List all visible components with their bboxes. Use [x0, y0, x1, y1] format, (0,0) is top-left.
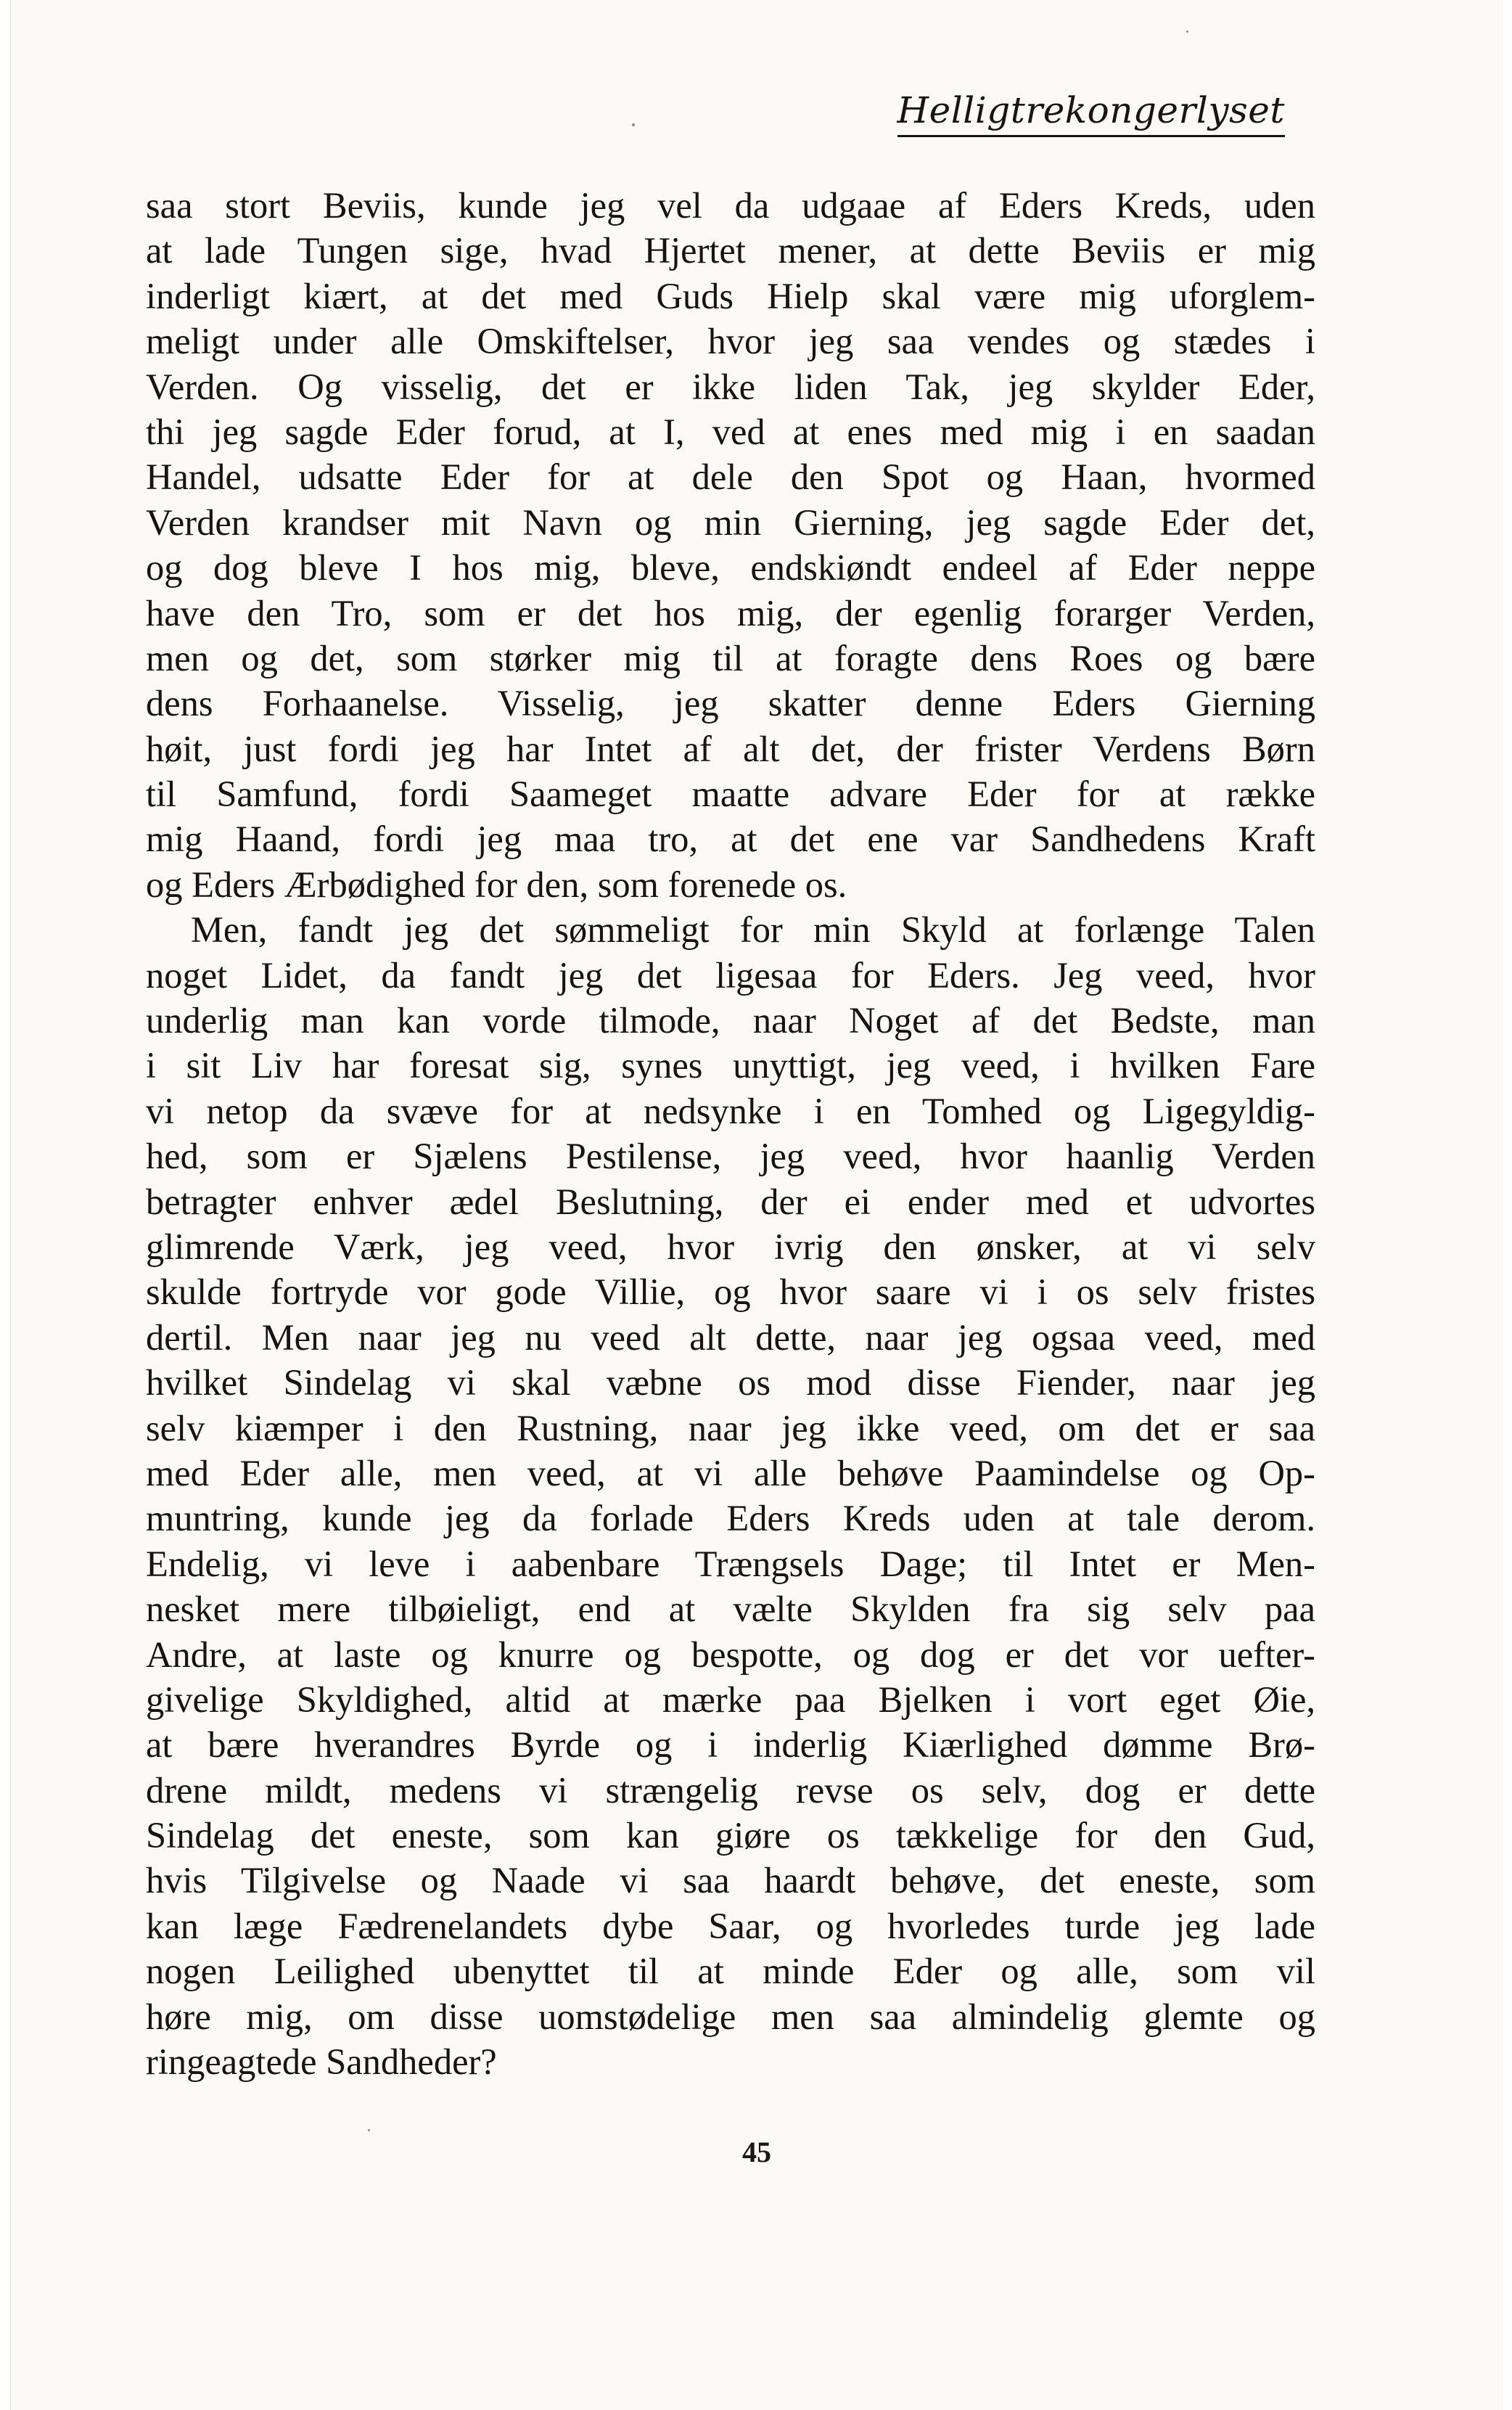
running-head-title: Helligtrekongerlyset: [897, 91, 1285, 137]
text-line: thi jeg sagde Eder forud, at I, ved at enes med mig i en saadan: [146, 411, 1315, 452]
text-line: Verden krandser mit Navn og min Gierning, jeg sagde Eder det,: [146, 501, 1315, 543]
text-line: ringeagtede Sandheder?: [146, 2041, 497, 2083]
paragraph: [146, 183, 1315, 907]
text-line: hvis Tilgivelse og Naade vi saa haardt behøve, det eneste, som: [146, 1860, 1315, 1901]
text-line: til Samfund, fordi Saameget maatte advare Eder for at række: [146, 774, 1315, 815]
text-line: meligt under alle Omskiftelser, hvor jeg saa vendes og stædes i: [146, 321, 1315, 362]
text-line: givelige Skyldighed, altid at mærke paa Bjelken i vort eget Øie,: [146, 1679, 1315, 1720]
text-line: dertil. Men naar jeg nu veed alt dette, naar jeg ogsaa veed, med: [146, 1316, 1315, 1358]
text-line: noget Lidet, da fandt jeg det ligesaa for Eders. Jeg veed, hvor: [146, 954, 1315, 996]
text-line: drene mildt, medens vi strængelig revse os selv, dog er dette: [146, 1769, 1315, 1811]
text-line: dens Forhaanelse. Visselig, jeg skatter denne Eders Gierning: [146, 683, 1315, 724]
text-line: i sit Liv har foresat sig, synes unyttigt, jeg veed, i hvilken Fare: [146, 1045, 1315, 1086]
text-line: vi netop da svæve for at nedsynke i en Tomhed og Ligegyldig-: [146, 1090, 1315, 1131]
text-line: hvilket Sindelag vi skal væbne os mod disse Fiender, naar jeg: [146, 1362, 1315, 1403]
text-line: men og det, som størker mig til at foragte dens Roes og bære: [146, 637, 1315, 679]
text-line: Men, fandt jeg det sømmeligt for min Skyld at forlænge Talen: [191, 909, 1315, 951]
text-line: Verden. Og visselig, det er ikke liden Tak, jeg skylder Eder,: [146, 366, 1315, 407]
text-line: selv kiæmper i den Rustning, naar jeg ikke veed, om det er saa: [146, 1407, 1315, 1448]
text-line: og Eders Ærbødighed for den, som forenede os.: [146, 864, 847, 905]
text-line: betragter enhver ædel Beslutning, der ei ender med et udvortes: [146, 1181, 1315, 1222]
text-line: Andre, at laste og knurre og bespotte, og dog er det vor uefter-: [146, 1634, 1315, 1675]
text-line: underlig man kan vorde tilmode, naar Noget af det Bedste, man: [146, 1000, 1315, 1041]
text-line: nesket mere tilbøieligt, end at vælte Skylden fra sig selv paa: [146, 1589, 1315, 1630]
text-line: saa stort Beviis, kunde jeg vel da udgaae af Eders Kreds, uden: [146, 185, 1315, 226]
text-line: nogen Leilighed ubenyttet til at minde Eder og alle, som vil: [146, 1951, 1315, 1992]
text-line: Endelig, vi leve i aabenbare Trængsels Dage; til Intet er Men-: [146, 1543, 1315, 1584]
paragraph: [146, 907, 1315, 2084]
print-speck: [632, 123, 635, 126]
text-line: muntring, kunde jeg da forlade Eders Kreds uden at tale derom.: [146, 1498, 1315, 1539]
body-text: [146, 183, 1315, 2084]
text-line: og dog bleve I hos mig, bleve, endskiøndt endeel af Eder neppe: [146, 547, 1315, 589]
page-number: 45: [742, 2136, 771, 2168]
text-line: mig Haand, fordi jeg maa tro, at det ene var Sandhedens Kraft: [146, 819, 1315, 860]
text-line: have den Tro, som er det hos mig, der egenlig forarger Verden,: [146, 592, 1315, 634]
print-speck: [1186, 30, 1188, 33]
book-page: [10, 0, 1503, 2410]
text-line: skulde fortryde vor gode Villie, og hvor saare vi i os selv fristes: [146, 1271, 1315, 1313]
text-line: glimrende Værk, jeg veed, hvor ivrig den ønsker, at vi selv: [146, 1226, 1315, 1267]
text-line: høit, just fordi jeg har Intet af alt det, der frister Verdens Børn: [146, 728, 1315, 769]
text-line: høre mig, om disse uomstødelige men saa almindelig glemte og: [146, 1996, 1315, 2037]
print-speck: [368, 2129, 370, 2131]
paragraph-container: [146, 183, 1315, 2084]
text-line: at lade Tungen sige, hvad Hjertet mener, at dette Beviis er mig: [146, 230, 1315, 271]
text-line: kan læge Fædrenelandets dybe Saar, og hvorledes turde jeg lade: [146, 1905, 1315, 1946]
text-line: at bære hverandres Byrde og i inderlig Kiærlighed dømme Brø-: [146, 1724, 1315, 1766]
text-line: med Eder alle, men veed, at vi alle behøve Paamindelse og Op-: [146, 1452, 1315, 1493]
text-line: Sindelag det eneste, som kan giøre os tækkelige for den Gud,: [146, 1815, 1315, 1856]
text-line: Handel, udsatte Eder for at dele den Spot og Haan, hvormed: [146, 456, 1315, 498]
text-line: inderligt kiært, at det med Guds Hielp skal være mig uforglem-: [146, 275, 1315, 316]
text-line: hed, som er Sjælens Pestilense, jeg veed, hvor haanlig Verden: [146, 1136, 1315, 1177]
